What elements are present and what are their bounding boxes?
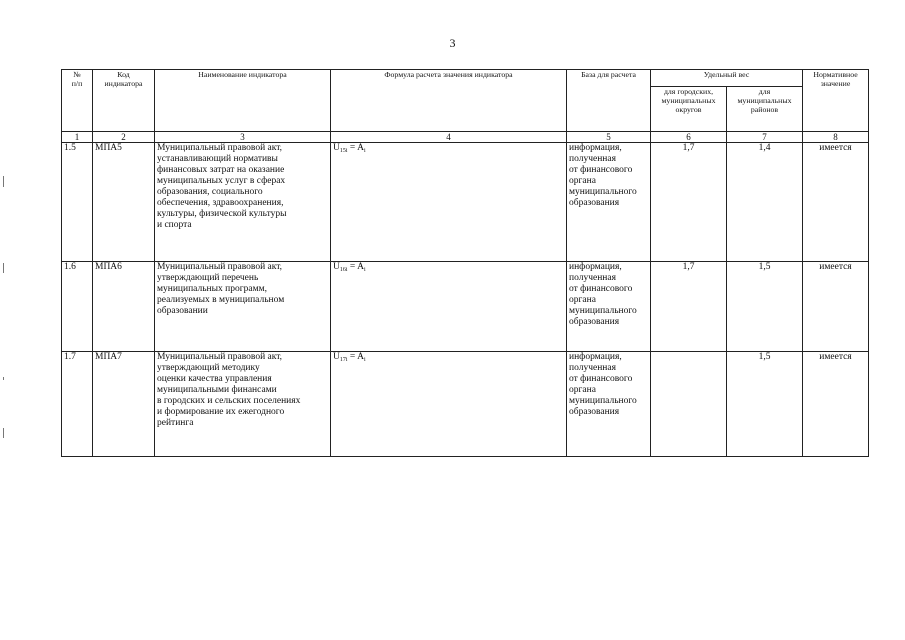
row-number: 1.7 [62, 352, 93, 457]
column-number-row [62, 132, 869, 143]
column-number: 1 [62, 132, 93, 143]
scan-margin-mark [3, 428, 4, 438]
calculation-base: информация, полученная от финансового органа муниципального образования [567, 262, 651, 352]
weight-district: 1,5 [727, 262, 803, 352]
header-weight-urban: для городских, муниципальных округов [651, 87, 727, 132]
column-number: 4 [331, 132, 567, 143]
normative-value: имеется [803, 262, 869, 352]
indicator-code: МПА5 [93, 143, 155, 262]
indicator-code: МПА7 [93, 352, 155, 457]
row-number: 1.6 [62, 262, 93, 352]
column-number: 3 [155, 132, 331, 143]
indicator-formula: $U_{15i} = A_i$ [331, 143, 567, 262]
table-row [62, 262, 869, 352]
header-code: Код индикатора [93, 70, 155, 132]
normative-value: имеется [803, 143, 869, 262]
weight-urban [651, 352, 727, 457]
normative-value: имеется [803, 352, 869, 457]
indicator-code: МПА6 [93, 262, 155, 352]
weight-urban: 1,7 [651, 262, 727, 352]
indicator-name: Муниципальный правовой акт, утверждающий методику оценки качества управления муниципальными финансами в городских и сельских поселениях и формирование их ежегодного рейтинга [155, 352, 331, 457]
weight-district: 1,5 [727, 352, 803, 457]
header-base: База для расчета [567, 70, 651, 132]
calculation-base: информация, полученная от финансового органа муниципального образования [567, 352, 651, 457]
column-number: 8 [803, 132, 869, 143]
indicator-name: Муниципальный правовой акт, устанавливающий нормативы финансовых затрат на оказание муниципальных услуг в сферах образования, социального обеспечения, здравоохранения, культуры, физической культуры и спорта [155, 143, 331, 262]
header-num: № п/п [62, 70, 93, 132]
table-row [62, 352, 869, 457]
table-row [62, 143, 869, 262]
scan-margin-mark [3, 176, 4, 187]
page-number: 3 [449, 36, 456, 50]
header-normative: Нормативное значение [803, 70, 869, 132]
scan-margin-mark [3, 377, 4, 380]
row-number: 1.5 [62, 143, 93, 262]
column-number: 5 [567, 132, 651, 143]
header-formula: Формула расчета значения индикатора [331, 70, 567, 132]
indicator-name: Муниципальный правовой акт, утверждающий перечень муниципальных программ, реализуемых в муниципальном образовании [155, 262, 331, 352]
indicators-table [61, 69, 869, 457]
column-number: 2 [93, 132, 155, 143]
scan-margin-mark [3, 263, 4, 273]
header-weight-district: для муниципальных районов [727, 87, 803, 132]
table-header [62, 70, 869, 143]
indicator-formula: $U_{17i} = A_i$ [331, 352, 567, 457]
weight-district: 1,4 [727, 143, 803, 262]
column-number: 6 [651, 132, 727, 143]
calculation-base: информация, полученная от финансового органа муниципального образования [567, 143, 651, 262]
header-weight-group: Удельный вес [651, 70, 803, 87]
indicator-formula: $U_{16i} = A_i$ [331, 262, 567, 352]
header-name: Наименование индикатора [155, 70, 331, 132]
column-number: 7 [727, 132, 803, 143]
weight-urban: 1,7 [651, 143, 727, 262]
